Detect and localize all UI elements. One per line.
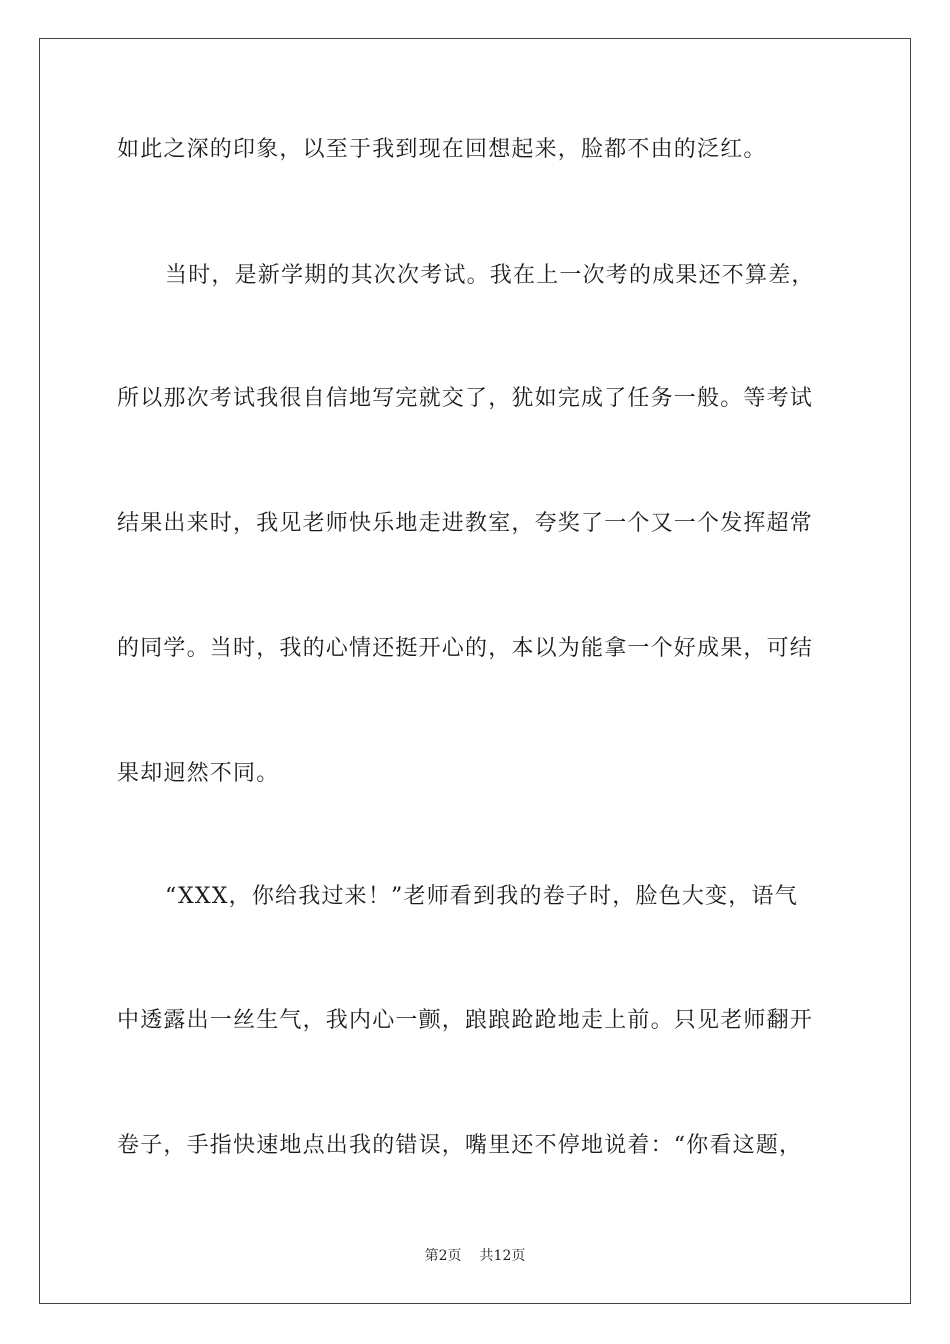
- text-line: 所以那次考试我很自信地写完就交了，犹如完成了任务一般。等考试: [117, 386, 814, 411]
- page-number: 第2页: [424, 1248, 462, 1264]
- text-line: 的同学。当时，我的心情还挺开心的，本以为能拿一个好成果，可结: [117, 636, 814, 661]
- text-line: 结果出来时，我见老师快乐地走进教室，夸奖了一个又一个发挥超常: [117, 511, 814, 536]
- paragraph-start-line: “XXX，你给我过来！”老师看到我的卷子时，脸色大变，语气: [165, 884, 798, 909]
- page-border: [39, 38, 911, 1304]
- page-footer: [0, 1247, 950, 1265]
- paragraph-start-line: 当时，是新学期的其次次考试。我在上一次考的成果还不算差，: [165, 263, 815, 288]
- page-total: 共12页: [479, 1248, 526, 1264]
- text-line: 卷子，手指快速地点出我的错误，嘴里还不停地说着：“你看这题，: [117, 1133, 803, 1158]
- text-line: 中透露出一丝生气，我内心一颤，踉踉跄跄地走上前。只见老师翻开: [117, 1008, 814, 1033]
- text-line: 如此之深的印象，以至于我到现在回想起来，脸都不由的泛红。: [117, 137, 767, 162]
- text-line: 果却迥然不同。: [117, 761, 280, 786]
